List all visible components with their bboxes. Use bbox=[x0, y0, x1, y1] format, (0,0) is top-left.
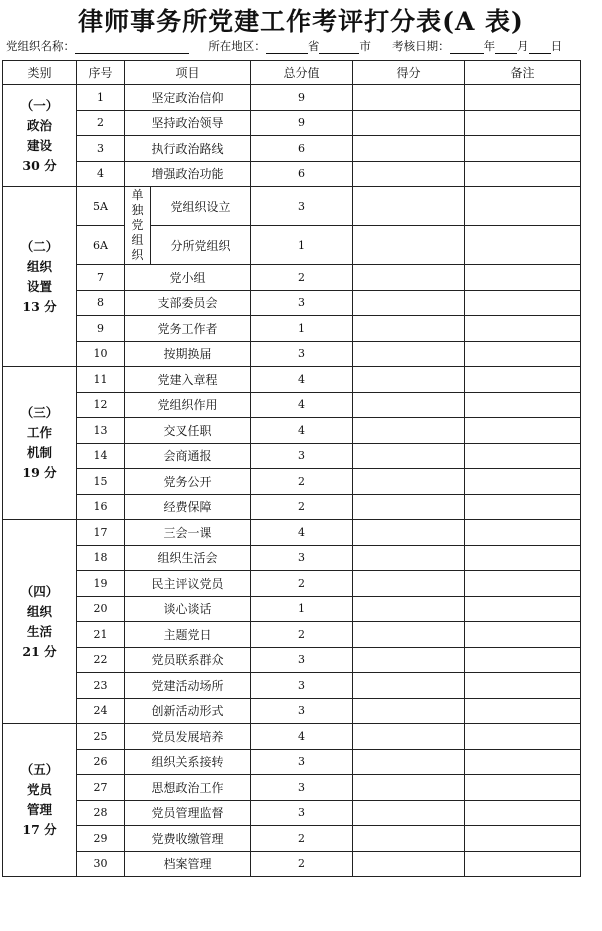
table-row bbox=[3, 698, 581, 724]
category-line2: 工作 bbox=[26, 425, 52, 440]
total-points: 2 bbox=[251, 469, 353, 495]
total-points: 3 bbox=[251, 698, 353, 724]
row-number: 12 bbox=[77, 392, 125, 418]
score-input-cell[interactable] bbox=[353, 698, 465, 724]
table-row bbox=[3, 265, 581, 291]
sub-group-char: 织 bbox=[131, 248, 144, 262]
item-name: 党员联系群众 bbox=[125, 647, 251, 673]
remark-input-cell[interactable] bbox=[465, 647, 581, 673]
item-name: 组织生活会 bbox=[125, 545, 251, 571]
item-name: 党建入章程 bbox=[125, 367, 251, 393]
remark-input-cell[interactable] bbox=[465, 749, 581, 775]
city-field[interactable] bbox=[319, 41, 359, 54]
item-name: 坚持政治领导 bbox=[125, 110, 251, 136]
row-number: 7 bbox=[77, 265, 125, 291]
item-name: 交叉任职 bbox=[125, 418, 251, 444]
row-number: 2 bbox=[77, 110, 125, 136]
remark-input-cell[interactable] bbox=[465, 520, 581, 546]
table-row bbox=[3, 775, 581, 801]
table-row bbox=[3, 316, 581, 342]
total-points: 4 bbox=[251, 367, 353, 393]
category-line2: 组织 bbox=[26, 258, 52, 274]
item-name: 党组织设立 bbox=[151, 187, 251, 226]
month-label: 月 bbox=[517, 39, 529, 53]
score-input-cell[interactable] bbox=[353, 800, 465, 826]
total-points: 2 bbox=[251, 826, 353, 852]
row-number: 9 bbox=[77, 316, 125, 342]
remark-input-cell[interactable] bbox=[465, 800, 581, 826]
category-line1: （三） bbox=[20, 405, 59, 420]
item-name: 党组织作用 bbox=[125, 392, 251, 418]
remark-input-cell[interactable] bbox=[465, 698, 581, 724]
table-row bbox=[3, 800, 581, 826]
row-number: 4 bbox=[77, 161, 125, 187]
item-name: 谈心谈话 bbox=[125, 596, 251, 622]
row-number: 30 bbox=[77, 851, 125, 877]
table-row bbox=[3, 161, 581, 187]
remark-input-cell[interactable] bbox=[465, 494, 581, 520]
category-line3: 机制 bbox=[26, 445, 52, 460]
row-number: 27 bbox=[77, 775, 125, 801]
category-line4: 19 分 bbox=[22, 465, 57, 480]
total-points: 3 bbox=[251, 290, 353, 316]
row-number: 29 bbox=[77, 826, 125, 852]
score-input-cell[interactable] bbox=[353, 826, 465, 852]
row-number: 18 bbox=[77, 545, 125, 571]
remark-input-cell[interactable] bbox=[465, 418, 581, 444]
score-input-cell[interactable] bbox=[353, 392, 465, 418]
item-name: 增强政治功能 bbox=[125, 161, 251, 187]
category-line2: 党员 bbox=[26, 782, 52, 797]
row-number: 11 bbox=[77, 367, 125, 393]
item-name: 党员管理监督 bbox=[125, 800, 251, 826]
score-input-cell[interactable] bbox=[353, 851, 465, 877]
row-number: 3 bbox=[77, 136, 125, 162]
form-meta bbox=[6, 38, 600, 54]
score-input-cell[interactable] bbox=[353, 265, 465, 291]
item-name: 党员发展培养 bbox=[125, 724, 251, 750]
total-points: 6 bbox=[251, 161, 353, 187]
total-points: 4 bbox=[251, 520, 353, 546]
province-label: 省 bbox=[307, 39, 320, 53]
table-body bbox=[3, 85, 581, 877]
remark-input-cell[interactable] bbox=[465, 341, 581, 367]
table-row bbox=[3, 418, 581, 444]
row-number: 8 bbox=[77, 290, 125, 316]
total-points: 2 bbox=[251, 571, 353, 597]
total-points: 3 bbox=[251, 647, 353, 673]
table-row bbox=[3, 749, 581, 775]
remark-input-cell[interactable] bbox=[465, 136, 581, 162]
item-name: 支部委员会 bbox=[125, 290, 251, 316]
table-row bbox=[3, 367, 581, 393]
row-number: 16 bbox=[77, 494, 125, 520]
row-number: 19 bbox=[77, 571, 125, 597]
score-input-cell[interactable] bbox=[353, 316, 465, 342]
row-number: 15 bbox=[77, 469, 125, 495]
total-points: 9 bbox=[251, 110, 353, 136]
sub-group-char: 党 bbox=[131, 218, 144, 232]
header-row bbox=[3, 61, 581, 85]
category-line4: 30 分 bbox=[22, 157, 57, 173]
sub-group-char: 组 bbox=[131, 233, 144, 247]
remark-input-cell[interactable] bbox=[465, 85, 581, 111]
table-row bbox=[3, 826, 581, 852]
table-row bbox=[3, 851, 581, 877]
total-points: 3 bbox=[251, 800, 353, 826]
row-number: 26 bbox=[77, 749, 125, 775]
date-label: 考核日期： bbox=[392, 39, 450, 53]
total-points: 2 bbox=[251, 622, 353, 648]
item-name: 档案管理 bbox=[125, 851, 251, 877]
score-input-cell[interactable] bbox=[353, 622, 465, 648]
item-name: 党建活动场所 bbox=[125, 673, 251, 699]
remark-input-cell[interactable] bbox=[465, 392, 581, 418]
score-input-cell[interactable] bbox=[353, 418, 465, 444]
total-points: 2 bbox=[251, 494, 353, 520]
category-line2: 组织 bbox=[26, 603, 52, 619]
score-input-cell[interactable] bbox=[353, 341, 465, 367]
category-line1: （二） bbox=[20, 238, 59, 254]
remark-input-cell[interactable] bbox=[465, 545, 581, 571]
org-name-field[interactable] bbox=[75, 41, 189, 54]
total-points: 3 bbox=[251, 749, 353, 775]
total-points: 3 bbox=[251, 775, 353, 801]
score-input-cell[interactable] bbox=[353, 187, 465, 226]
score-table bbox=[2, 60, 581, 877]
remark-input-cell[interactable] bbox=[465, 724, 581, 750]
item-name: 三会一课 bbox=[125, 520, 251, 546]
category-line3: 设置 bbox=[26, 278, 52, 294]
score-input-cell[interactable] bbox=[353, 443, 465, 469]
remark-input-cell[interactable] bbox=[465, 290, 581, 316]
remark-input-cell[interactable] bbox=[465, 673, 581, 699]
row-number: 23 bbox=[77, 673, 125, 699]
score-input-cell[interactable] bbox=[353, 749, 465, 775]
item-name: 党务公开 bbox=[125, 469, 251, 495]
org-name-label: 党组织名称： bbox=[6, 39, 75, 53]
total-points: 1 bbox=[251, 316, 353, 342]
total-points: 2 bbox=[251, 265, 353, 291]
category-line2: 政治 bbox=[26, 117, 52, 133]
total-points: 4 bbox=[251, 418, 353, 444]
remark-input-cell[interactable] bbox=[465, 265, 581, 291]
score-input-cell[interactable] bbox=[353, 673, 465, 699]
table-row bbox=[3, 443, 581, 469]
remark-input-cell[interactable] bbox=[465, 316, 581, 342]
header-total: 总分值 bbox=[251, 61, 353, 85]
total-points: 2 bbox=[251, 851, 353, 877]
score-input-cell[interactable] bbox=[353, 647, 465, 673]
score-input-cell[interactable] bbox=[353, 226, 465, 265]
form-title: 律师事务所党建工作考评打分表(A 表) bbox=[78, 7, 524, 36]
category-line1: （五） bbox=[20, 762, 59, 777]
sub-group-char: 单 bbox=[131, 188, 144, 202]
remark-input-cell[interactable] bbox=[465, 571, 581, 597]
month-field[interactable] bbox=[495, 41, 517, 54]
item-name: 执行政治路线 bbox=[125, 136, 251, 162]
remark-input-cell[interactable] bbox=[465, 622, 581, 648]
row-number: 21 bbox=[77, 622, 125, 648]
remark-input-cell[interactable] bbox=[465, 443, 581, 469]
row-number: 22 bbox=[77, 647, 125, 673]
table-row bbox=[3, 290, 581, 316]
remark-input-cell[interactable] bbox=[465, 596, 581, 622]
row-number: 17 bbox=[77, 520, 125, 546]
table-row bbox=[3, 622, 581, 648]
sub-group-char: 独 bbox=[131, 203, 144, 217]
category-cell bbox=[3, 85, 77, 187]
score-input-cell[interactable] bbox=[353, 724, 465, 750]
score-input-cell[interactable] bbox=[353, 367, 465, 393]
remark-input-cell[interactable] bbox=[465, 469, 581, 495]
row-number: 13 bbox=[77, 418, 125, 444]
item-name: 思想政治工作 bbox=[125, 775, 251, 801]
remark-input-cell[interactable] bbox=[465, 110, 581, 136]
header-remark: 备注 bbox=[465, 61, 581, 85]
year-label: 年 bbox=[483, 39, 496, 53]
table-row bbox=[3, 110, 581, 136]
item-name: 分所党组织 bbox=[151, 226, 251, 265]
item-name: 党务工作者 bbox=[125, 316, 251, 342]
total-points: 9 bbox=[251, 85, 353, 111]
table-row bbox=[3, 226, 581, 265]
item-name: 按期换届 bbox=[125, 341, 251, 367]
score-input-cell[interactable] bbox=[353, 110, 465, 136]
remark-input-cell[interactable] bbox=[465, 161, 581, 187]
item-name: 党费收缴管理 bbox=[125, 826, 251, 852]
total-points: 3 bbox=[251, 673, 353, 699]
row-number: 5A bbox=[77, 187, 125, 226]
table-row bbox=[3, 724, 581, 750]
total-points: 4 bbox=[251, 392, 353, 418]
score-input-cell[interactable] bbox=[353, 136, 465, 162]
category-line4: 21 分 bbox=[22, 643, 57, 659]
year-field[interactable] bbox=[450, 41, 484, 54]
row-number: 6A bbox=[77, 226, 125, 265]
table-row bbox=[3, 596, 581, 622]
score-input-cell[interactable] bbox=[353, 469, 465, 495]
score-input-cell[interactable] bbox=[353, 775, 465, 801]
day-label: 日 bbox=[550, 39, 563, 53]
row-number: 14 bbox=[77, 443, 125, 469]
table-row bbox=[3, 187, 581, 226]
remark-input-cell[interactable] bbox=[465, 851, 581, 877]
row-number: 25 bbox=[77, 724, 125, 750]
item-name: 民主评议党员 bbox=[125, 571, 251, 597]
table-row bbox=[3, 85, 581, 111]
category-line3: 管理 bbox=[26, 802, 52, 817]
item-name: 主题党日 bbox=[125, 622, 251, 648]
category-line3: 建设 bbox=[26, 137, 52, 153]
table-row bbox=[3, 392, 581, 418]
day-field[interactable] bbox=[529, 41, 551, 54]
header-no: 序号 bbox=[77, 61, 125, 85]
remark-input-cell[interactable] bbox=[465, 367, 581, 393]
total-points: 1 bbox=[251, 226, 353, 265]
table-row bbox=[3, 341, 581, 367]
category-line4: 13 分 bbox=[22, 298, 57, 314]
remark-input-cell[interactable] bbox=[465, 187, 581, 226]
table-row bbox=[3, 571, 581, 597]
table-row bbox=[3, 673, 581, 699]
item-name: 创新活动形式 bbox=[125, 698, 251, 724]
category-line1: （四） bbox=[20, 583, 59, 599]
table-row bbox=[3, 520, 581, 546]
header-item: 项目 bbox=[125, 61, 251, 85]
category-line4: 17 分 bbox=[22, 822, 57, 837]
category-line1: （一） bbox=[20, 97, 59, 113]
score-input-cell[interactable] bbox=[353, 290, 465, 316]
item-name: 会商通报 bbox=[125, 443, 251, 469]
category-cell bbox=[3, 520, 77, 724]
row-number: 1 bbox=[77, 85, 125, 111]
province-field[interactable] bbox=[266, 41, 308, 54]
category-line3: 生活 bbox=[26, 623, 52, 639]
item-name: 经费保障 bbox=[125, 494, 251, 520]
sub-group-label bbox=[125, 187, 151, 265]
table-row bbox=[3, 545, 581, 571]
region-label: 所在地区： bbox=[208, 39, 266, 53]
header-category: 类别 bbox=[3, 61, 77, 85]
category-cell bbox=[3, 724, 77, 877]
remark-input-cell[interactable] bbox=[465, 226, 581, 265]
row-number: 28 bbox=[77, 800, 125, 826]
city-label: 市 bbox=[359, 39, 371, 53]
item-name: 坚定政治信仰 bbox=[125, 85, 251, 111]
score-input-cell[interactable] bbox=[353, 494, 465, 520]
score-input-cell[interactable] bbox=[353, 520, 465, 546]
total-points: 3 bbox=[251, 545, 353, 571]
score-input-cell[interactable] bbox=[353, 161, 465, 187]
table-row bbox=[3, 469, 581, 495]
category-cell bbox=[3, 187, 77, 367]
row-number: 10 bbox=[77, 341, 125, 367]
table-row bbox=[3, 647, 581, 673]
remark-input-cell[interactable] bbox=[465, 775, 581, 801]
item-name: 党小组 bbox=[125, 265, 251, 291]
total-points: 1 bbox=[251, 596, 353, 622]
total-points: 3 bbox=[251, 187, 353, 226]
row-number: 24 bbox=[77, 698, 125, 724]
total-points: 3 bbox=[251, 341, 353, 367]
score-input-cell[interactable] bbox=[353, 571, 465, 597]
header-score: 得分 bbox=[353, 61, 465, 85]
score-input-cell[interactable] bbox=[353, 85, 465, 111]
category-cell bbox=[3, 367, 77, 520]
score-input-cell[interactable] bbox=[353, 596, 465, 622]
table-row bbox=[3, 136, 581, 162]
total-points: 4 bbox=[251, 724, 353, 750]
remark-input-cell[interactable] bbox=[465, 826, 581, 852]
row-number: 20 bbox=[77, 596, 125, 622]
total-points: 6 bbox=[251, 136, 353, 162]
table-row bbox=[3, 494, 581, 520]
score-input-cell[interactable] bbox=[353, 545, 465, 571]
item-name: 组织关系接转 bbox=[125, 749, 251, 775]
total-points: 3 bbox=[251, 443, 353, 469]
